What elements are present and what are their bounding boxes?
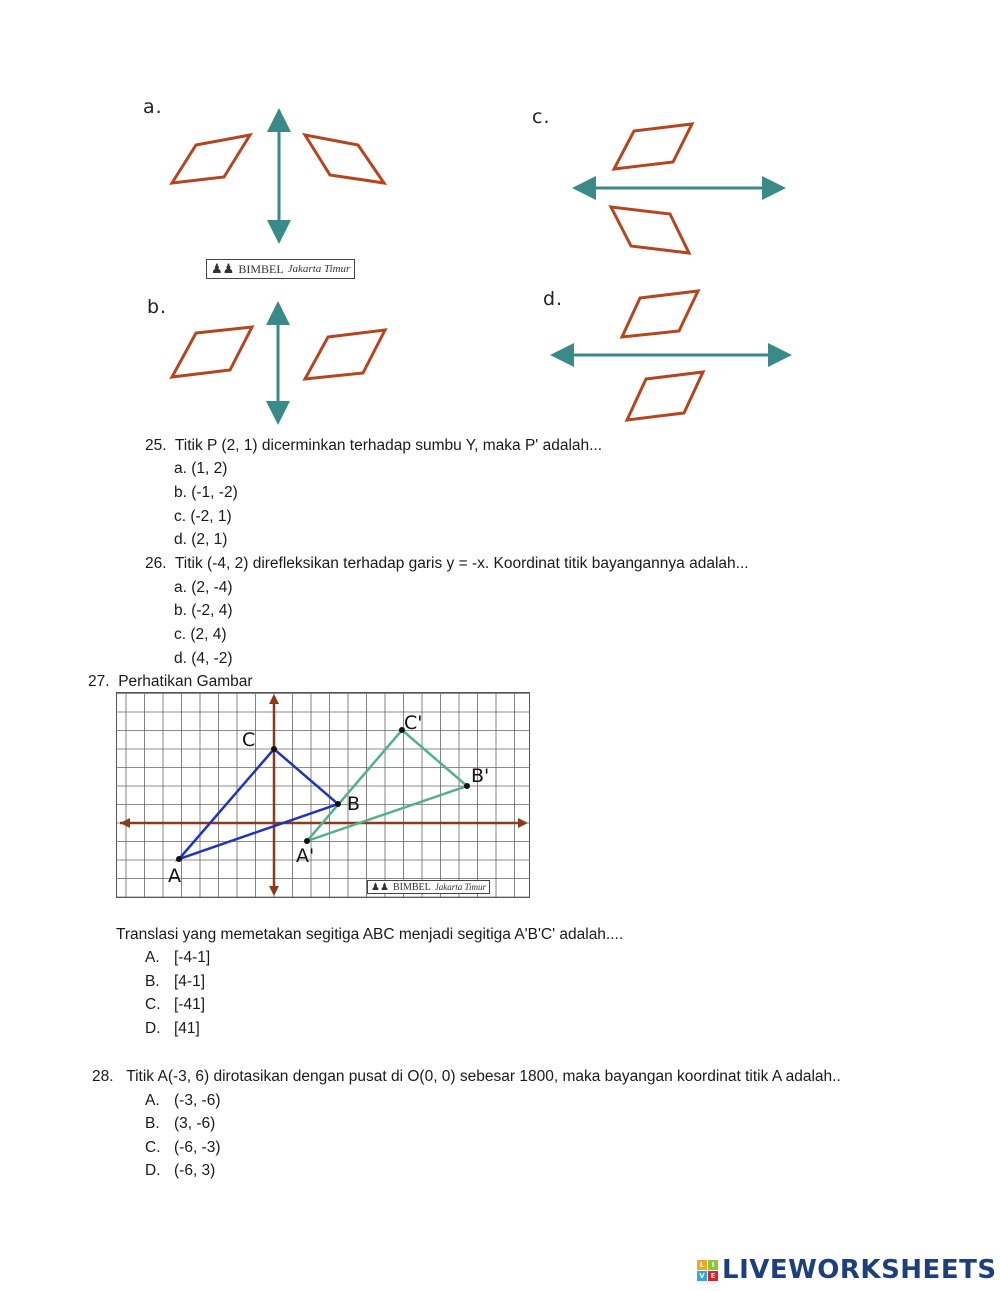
figure-a [172,120,384,232]
watermark-grid: ♟♟ BIMBEL Jakarta Timur [367,880,490,894]
q28-option-d[interactable]: D. (-6, 3) [145,1162,216,1179]
label-c-image: C' [404,712,423,734]
question-27: 27. Perhatikan Gambar [88,673,253,690]
option-label-d: d. [543,288,564,310]
q26-option-b[interactable]: b. (-2, 4) [174,602,233,619]
watermark-top: ♟♟ BIMBEL Jakarta Timur [206,259,355,279]
figure-b [172,313,385,413]
liveworksheets-logo[interactable] [697,1255,997,1285]
q27-prompt: Translasi yang memetakan segitiga ABC menjadi segitiga A'B'C' adalah.... [116,926,624,943]
question-26: 26. Titik (-4, 2) direfleksikan terhadap garis y = -x. Koordinat titik bayangannya adalah... [145,555,749,572]
option-label-a: a. [143,96,163,118]
figure-d [562,291,780,420]
q25-option-c[interactable]: c. (-2, 1) [174,508,232,525]
point-a-image [304,838,310,844]
point-c [271,746,277,752]
option-label-b: b. [147,296,168,318]
label-a: A [168,865,181,887]
q25-option-d[interactable]: d. (2, 1) [174,531,228,548]
figure-c [584,124,774,253]
people-icon: ♟♟ [211,261,235,276]
point-b-image [464,783,470,789]
question-25: 25. Titik P (2, 1) dicerminkan terhadap sumbu Y, maka P' adalah... [145,437,603,454]
option-label-c: c. [532,106,551,128]
q28-option-b[interactable]: B. (3, -6) [145,1115,216,1132]
q28-option-a[interactable]: A. (-3, -6) [145,1092,221,1109]
q28-option-c[interactable]: C. (-6, -3) [145,1139,221,1156]
reflection-figures [0,0,1000,430]
q27-option-b[interactable]: B. [4-1] [145,973,206,990]
brand-name: LIVEWORKSHEETS [722,1255,997,1285]
logo-blocks-icon: L I V E [697,1260,718,1281]
grid-figure [116,692,530,898]
label-c: C [242,729,256,751]
label-b-image: B' [471,765,490,787]
label-b: B [347,793,361,815]
q26-option-a[interactable]: a. (2, -4) [174,579,233,596]
q27-option-a[interactable]: A. [-4-1] [145,949,211,966]
q25-option-b[interactable]: b. (-1, -2) [174,484,238,501]
q26-option-c[interactable]: c. (2, 4) [174,626,227,643]
q27-option-c[interactable]: C. [-41] [145,996,206,1013]
point-a [176,856,182,862]
question-28: 28. Titik A(-3, 6) dirotasikan dengan pusat di O(0, 0) sebesar 1800, maka bayangan koordinat titik A adalah.. [92,1068,841,1085]
q25-option-a[interactable]: a. (1, 2) [174,460,228,477]
q26-option-d[interactable]: d. (4, -2) [174,650,233,667]
point-b [335,801,341,807]
label-a-image: A' [296,845,315,867]
q27-option-d[interactable]: D. [41] [145,1020,200,1037]
people-icon: ♟♟ [371,881,389,893]
